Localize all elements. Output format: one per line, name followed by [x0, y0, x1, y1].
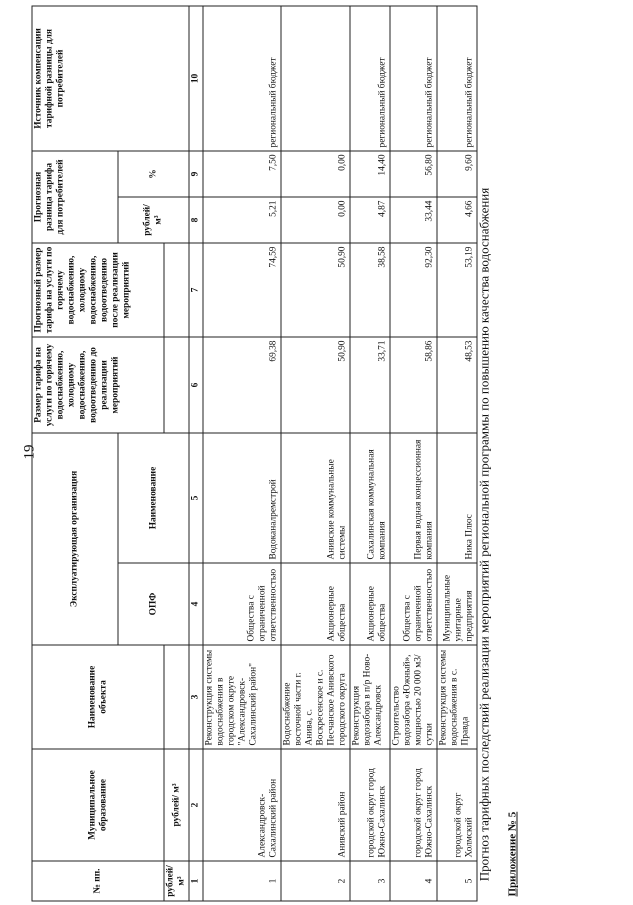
table-row	[390, 6, 437, 901]
header-unit-after: рублей/ м³	[164, 749, 189, 861]
col-number-5: 5	[189, 433, 203, 563]
row-object: Реконструкция системы водоснабжения в с. Правда	[437, 645, 477, 749]
row-compensation: региональный бюджет	[350, 6, 390, 151]
row-org-name: Ника Плюс	[437, 433, 477, 563]
header-unit-before: рублей/ м³	[164, 861, 189, 901]
appendix-label: Приложение № 5	[506, 811, 519, 897]
col-number-1: 1	[189, 861, 203, 901]
row-tariff-after: 50,90	[281, 243, 350, 337]
tariff-table	[32, 5, 478, 901]
row-opf: Общества с ограниченной ответственностью	[390, 563, 437, 645]
header-num: № пп.	[32, 861, 164, 901]
col-number-3: 3	[189, 645, 203, 749]
row-tariff-before: 48,53	[437, 337, 477, 433]
row-compensation: региональный бюджет	[390, 6, 437, 151]
row-object: Реконструкция водозабора в п/р Ново-Александровск	[350, 645, 390, 749]
header-tariff-size: Размер тарифа на услуги по горячему водоснабжению, холодному водоснабжению, водоотведению до реализации мероприятий	[32, 337, 164, 433]
row-opf: Акционерные общества	[281, 563, 350, 645]
header-object-spacer	[164, 243, 189, 337]
row-compensation: региональный бюджет	[437, 6, 477, 151]
row-org-name: Анивские коммунальные системы	[281, 433, 350, 563]
header-forecast-diff: Прогнозная разница тарифа для потребителей	[32, 151, 118, 243]
row-municipality: городской округ город Южно-Сахалинск	[350, 749, 390, 861]
table-row	[203, 6, 281, 901]
page-number: 19	[21, 444, 38, 460]
row-org-name: Первая водная концессионная компания	[390, 433, 437, 563]
col-number-9: 9	[189, 151, 203, 197]
table-row	[281, 6, 350, 901]
row-opf: Муниципальные унитарные предприятия	[437, 563, 477, 645]
row-diff-rub: 4,66	[437, 197, 477, 243]
col-number-10: 10	[189, 6, 203, 151]
col-number-2: 2	[189, 749, 203, 861]
row-num: 1	[203, 861, 281, 901]
col-number-4: 4	[189, 563, 203, 645]
table-row	[437, 6, 477, 901]
row-tariff-after: 92,30	[390, 243, 437, 337]
row-diff-rub: 4,87	[350, 197, 390, 243]
row-opf: Общества с ограниченной ответственностью	[203, 563, 281, 645]
header-operator: Эксплуатирующая организация	[32, 433, 118, 645]
row-org-name: Сахалинская коммунальная компания	[350, 433, 390, 563]
row-object: Строительство водозабора «Южный», мощностью 20 000 м3/сутки	[390, 645, 437, 749]
row-tariff-after: 74,59	[203, 243, 281, 337]
header-forecast-tariff: Прогнозный размер тарифа на услуги по горячему водоснабжению, холодному водоснабжению, водоотведению после реализации мероприятий	[32, 243, 164, 337]
column-numbers-row	[189, 6, 203, 901]
row-diff-pct: 14,40	[350, 151, 390, 197]
header-row	[32, 6, 118, 901]
header-num-spacer	[164, 645, 189, 749]
row-num: 4	[390, 861, 437, 901]
row-org-name: Водоканалремстрой	[203, 433, 281, 563]
header-opf: ОПФ	[118, 563, 189, 645]
row-tariff-before: 58,86	[390, 337, 437, 433]
row-num: 2	[281, 861, 350, 901]
row-num: 5	[437, 861, 477, 901]
row-tariff-after: 53,19	[437, 243, 477, 337]
row-compensation: региональный бюджет	[203, 6, 281, 151]
header-compensation: Источник компенсации тарифной разницы для потребителей	[32, 6, 189, 151]
row-municipality: городской округ город Южно-Сахалинск	[390, 749, 437, 861]
header-municipality: Муниципальное образование	[32, 749, 164, 861]
row-tariff-before: 33,71	[350, 337, 390, 433]
row-diff-pct: 56,80	[390, 151, 437, 197]
row-municipality: городской округ Холмский	[437, 749, 477, 861]
row-diff-pct: 7,50	[203, 151, 281, 197]
row-diff-rub: 5,21	[203, 197, 281, 243]
row-diff-pct: 9,60	[437, 151, 477, 197]
row-municipality: Александровск-Сахалинский район	[203, 749, 281, 861]
row-diff-pct: 0,00	[281, 151, 350, 197]
row-object: Реконструкция системы водоснабжения в городском округе "Александровск-Сахалинский район"	[203, 645, 281, 749]
row-diff-rub: 0,00	[281, 197, 350, 243]
table-row	[350, 6, 390, 901]
header-name: Наименование	[118, 433, 189, 563]
header-object: Наименование объекта	[32, 645, 164, 749]
col-number-8: 8	[189, 197, 203, 243]
row-num: 3	[350, 861, 390, 901]
document-title: Прогноз тарифных последствий реализации мероприятий региональной программы по повышению качества водоснабжения	[476, 187, 492, 882]
row-municipality: Анивский район	[281, 749, 350, 861]
row-diff-rub: 33,44	[390, 197, 437, 243]
row-tariff-after: 38,58	[350, 243, 390, 337]
col-number-6: 6	[189, 337, 203, 433]
col-number-7: 7	[189, 243, 203, 337]
row-compensation	[281, 6, 350, 151]
header-unit-pct: %	[118, 151, 189, 197]
header-unit-rub-m3: рублей/ м³	[118, 197, 189, 243]
row-object: Водоснабжение восточной части г. Анива, с. Воскресенское и с. Песчанское Анивского городского округа	[281, 645, 350, 749]
header-municipality-spacer	[164, 337, 189, 433]
row-tariff-before: 69,38	[203, 337, 281, 433]
row-opf: Акционерные общества	[350, 563, 390, 645]
row-tariff-before: 50,90	[281, 337, 350, 433]
